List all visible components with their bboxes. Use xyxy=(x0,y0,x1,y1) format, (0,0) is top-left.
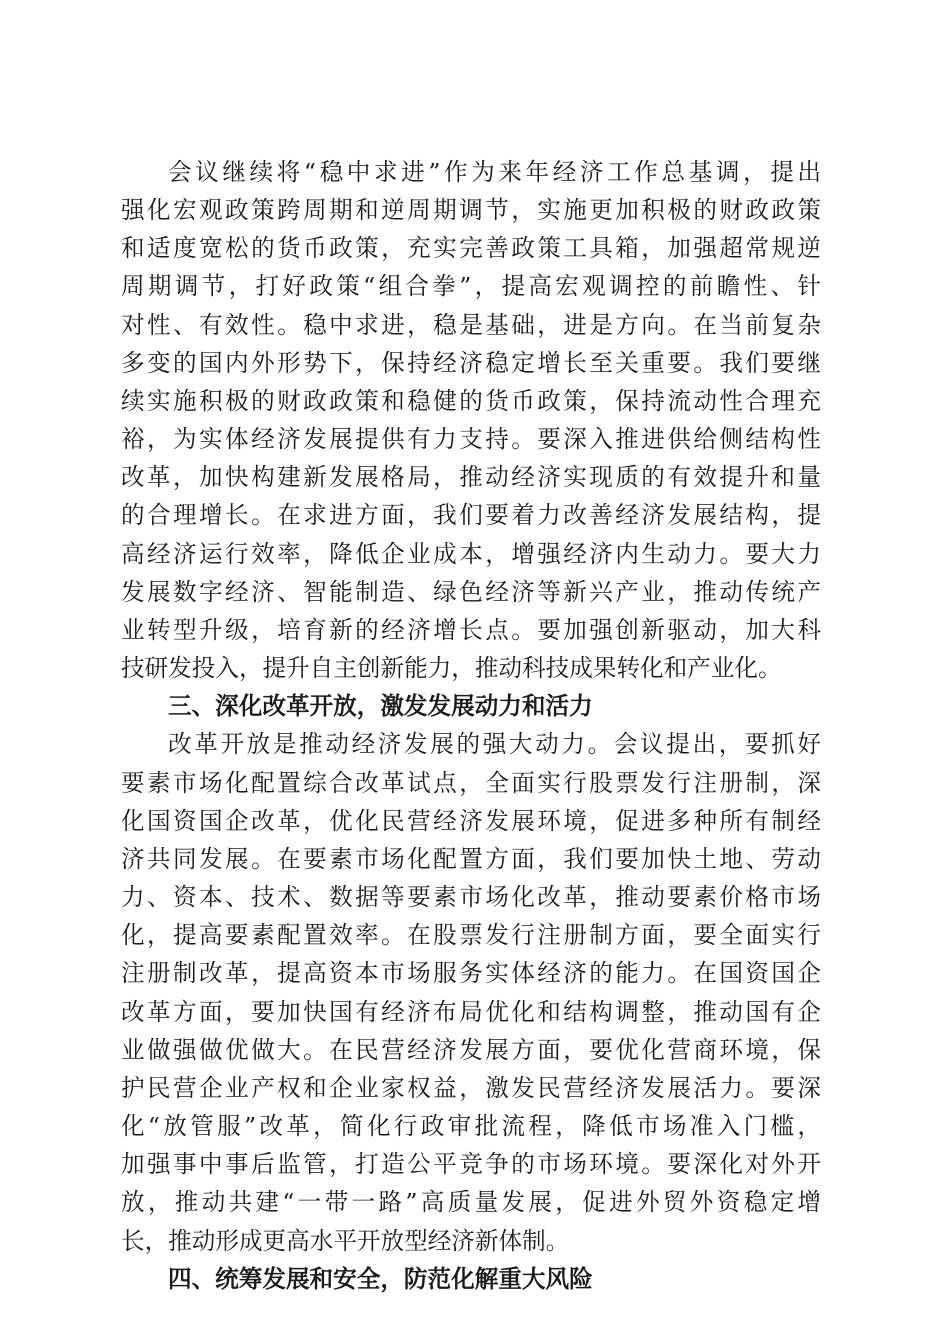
paragraph-line: 化“放管服”改革，简化行政审批流程，降低市场准入门槛， xyxy=(121,1112,821,1140)
paragraph-line: 发展数字经济、智能制造、绿色经济等新兴产业，推动传统产 xyxy=(121,578,821,606)
section-heading: 三、深化改革开放，激发发展动力和活力 xyxy=(168,692,593,720)
paragraph-line: 裕，为实体经济发展提供有力支持。要深入推进供给侧结构性 xyxy=(121,425,821,453)
paragraph-line: 化，提高要素配置效率。在股票发行注册制方面，要全面实行 xyxy=(121,921,821,949)
paragraph-line: 强化宏观政策跨周期和逆周期调节，实施更加积极的财政政策 xyxy=(121,196,821,224)
paragraph-line: 改革，加快构建新发展格局，推动经济实现质的有效提升和量 xyxy=(121,463,821,491)
paragraph-line: 放，推动共建“一带一路”高质量发展，促进外贸外资稳定增 xyxy=(121,1188,821,1216)
paragraph-line: 改革开放是推动经济发展的强大动力。会议提出，要抓好 xyxy=(168,730,821,758)
paragraph-line: 业转型升级，培育新的经济增长点。要加强创新驱动，加大科 xyxy=(121,616,821,644)
paragraph-line: 高经济运行效率，降低企业成本，增强经济内生动力。要大力 xyxy=(121,540,821,568)
paragraph-line: 技研发投入，提升自主创新能力，推动科技成果转化和产业化。 xyxy=(121,654,782,682)
paragraph-line: 长，推动形成更高水平开放型经济新体制。 xyxy=(121,1227,570,1255)
paragraph-line: 续实施积极的财政政策和稳健的货币政策，保持流动性合理充 xyxy=(121,387,821,415)
paragraph-line: 化国资国企改革，优化民营经济发展环境，促进多种所有制经 xyxy=(121,807,821,835)
paragraph-line: 力、资本、技术、数据等要素市场化改革，推动要素价格市场 xyxy=(121,883,821,911)
paragraph-line: 会议继续将“稳中求进”作为来年经济工作总基调，提出 xyxy=(168,158,821,186)
paragraph-line: 注册制改革，提高资本市场服务实体经济的能力。在国资国企 xyxy=(121,959,821,987)
paragraph-line: 的合理增长。在求进方面，我们要着力改善经济发展结构，提 xyxy=(121,501,821,529)
paragraph-line: 业做强做优做大。在民营经济发展方面，要优化营商环境，保 xyxy=(121,1036,821,1064)
section-heading: 四、统筹发展和安全，防范化解重大风险 xyxy=(168,1265,593,1293)
paragraph-line: 要素市场化配置综合改革试点，全面实行股票发行注册制，深 xyxy=(121,769,821,797)
paragraph-line: 济共同发展。在要素市场化配置方面，我们要加快土地、劳动 xyxy=(121,845,821,873)
paragraph-line: 对性、有效性。稳中求进，稳是基础，进是方向。在当前复杂 xyxy=(121,311,821,339)
paragraph-line: 加强事中事后监管，打造公平竞争的市场环境。要深化对外开 xyxy=(121,1150,821,1178)
paragraph-line: 护民营企业产权和企业家权益，激发民营经济发展活力。要深 xyxy=(121,1074,821,1102)
paragraph-line: 多变的国内外形势下，保持经济稳定增长至关重要。我们要继 xyxy=(121,349,821,377)
paragraph-line: 和适度宽松的货币政策，充实完善政策工具箱，加强超常规逆 xyxy=(121,234,821,262)
paragraph-line: 改革方面，要加快国有经济布局优化和结构调整，推动国有企 xyxy=(121,998,821,1026)
paragraph-line: 周期调节，打好政策“组合拳”，提高宏观调控的前瞻性、针 xyxy=(121,272,821,300)
